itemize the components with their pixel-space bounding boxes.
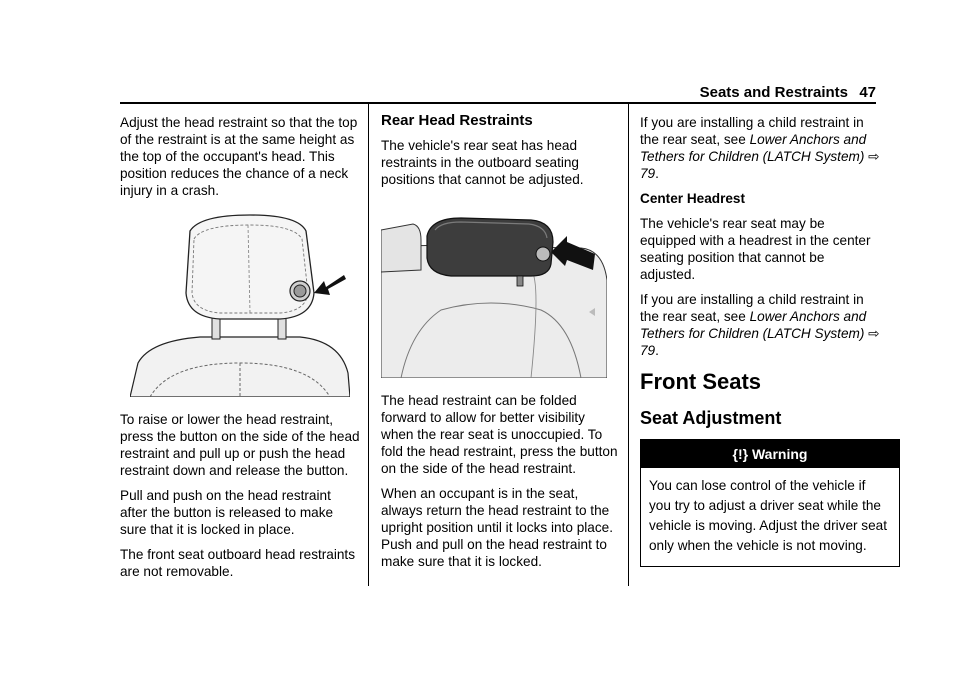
column-divider: [368, 104, 369, 586]
section-title: Seats and Restraints: [699, 84, 848, 101]
section-heading: Rear Head Restraints: [381, 112, 533, 129]
warning-text: You can lose control of the vehicle if you try to adjust a driver seat while the vehicle is moving. Adjust the driver seat only when the vehicle is not moving.: [649, 478, 888, 553]
warning-icon: {!}: [732, 446, 749, 462]
column-divider: [628, 104, 629, 586]
chapter-heading: Front Seats: [640, 369, 762, 394]
header-rule: [120, 102, 876, 104]
front-head-restraint-illustration: [130, 213, 350, 397]
paragraph: The front seat outboard head restraints are not removable.: [120, 547, 356, 579]
section-heading: Seat Adjustment: [640, 408, 782, 428]
cross-reference-link[interactable]: Lower Anchors and Tethers for Children (LATCH System): [640, 132, 867, 164]
cross-reference-link[interactable]: Lower Anchors and Tethers for Children (LATCH System): [640, 309, 867, 341]
paragraph: If you are installing a child restraint in the rear seat, see Lower Anchors and Tethers for Children (LATCH System) ⇨ 79.: [640, 115, 880, 181]
column-3: [640, 114, 888, 567]
rear-head-restraint-illustration: [381, 210, 607, 378]
paragraph: The vehicle's rear seat has head restraints in the outboard seating positions that cannot be adjusted.: [381, 138, 584, 187]
page-reference-icon: ⇨: [868, 149, 880, 164]
paragraph: The head restraint can be folded forward to allow for better visibility when the rear seat is unoccupied. To fold the head restraint, press the button on the side of the head restraint.: [381, 393, 618, 476]
page-reference[interactable]: 79: [640, 343, 656, 358]
paragraph: Adjust the head restraint so that the top of the restraint is at the same height as the top of the occupant's head. This position reduces the chance of a neck injury in a crash.: [120, 115, 358, 198]
page-reference-icon: ⇨: [868, 326, 880, 341]
column-2: [381, 112, 621, 578]
paragraph: Pull and push on the head restraint after the button is released to make sure that it is locked in place.: [120, 488, 334, 537]
warning-box: [640, 439, 900, 567]
warning-title: Warning: [751, 446, 808, 462]
paragraph: The vehicle's rear seat may be equipped with a headrest in the center seating position that cannot be adjusted.: [640, 216, 871, 282]
paragraph: To raise or lower the head restraint, press the button on the side of the head restraint and pull up or push the head restraint down and release the button.: [120, 412, 360, 478]
page-reference[interactable]: 79: [640, 166, 656, 181]
page-number: 47: [859, 84, 876, 101]
subheading: Center Headrest: [640, 191, 746, 206]
warning-header: [641, 440, 899, 468]
paragraph: When an occupant is in the seat, always return the head restraint to the upright position until it locks into place. Push and pull on the head restraint to make sure that it is locked.: [381, 486, 613, 569]
head-restraint-drawing: [130, 213, 350, 397]
rear-head-restraint-drawing: [381, 210, 607, 378]
column-1: [120, 114, 360, 588]
paragraph: If you are installing a child restraint in the rear seat, see Lower Anchors and Tethers for Children (LATCH System) ⇨ 79.: [640, 292, 880, 358]
